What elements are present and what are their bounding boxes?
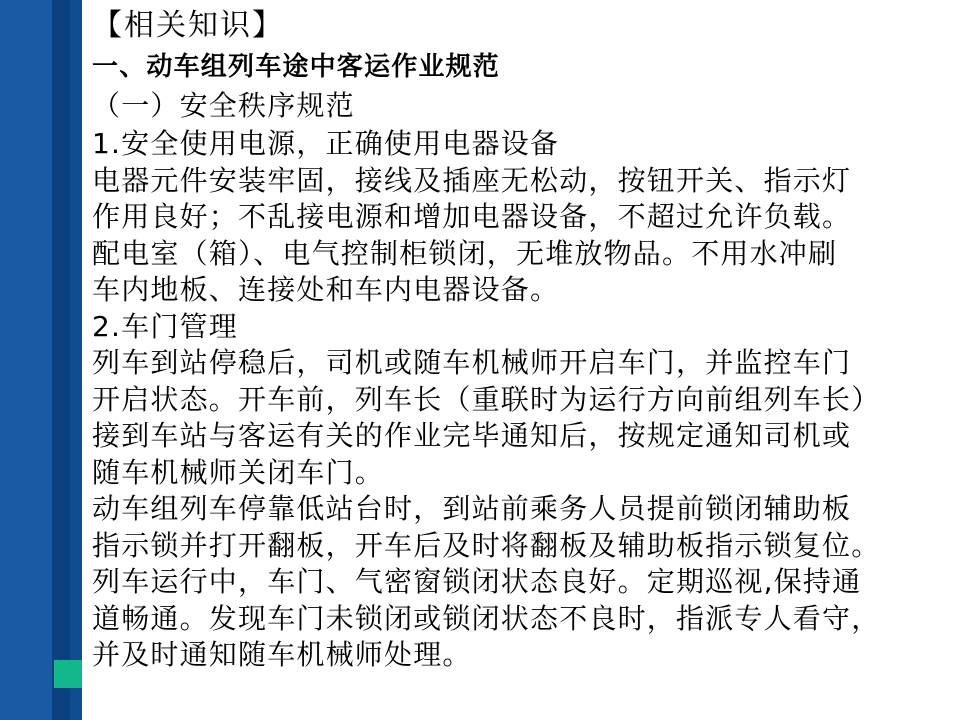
body-line: 开启状态。开车前，列车长（重联时为运行方向前组列车长） <box>92 382 881 416</box>
accent-square <box>54 660 82 688</box>
subsection-heading: （一）安全秩序规范 <box>92 89 355 122</box>
body-line: 列车运行中，车门、气密窗锁闭状态良好。定期巡视,保持通 <box>92 565 862 598</box>
slide-title: 【相关知识】 <box>92 8 284 43</box>
body-line: 随车机械师关闭车门。 <box>92 455 385 489</box>
body-line: 动车组列车停靠低站台时，到站前乘务人员提前锁闭辅助板 <box>92 492 852 525</box>
item-heading-door: 2.车门管理 <box>92 309 238 343</box>
slide-content <box>92 4 952 674</box>
body-line: 配电室（箱）、电气控制柜锁闭，无堆放物品。不用水冲刷 <box>92 236 838 270</box>
body-line: 列车到站停稳后，司机或随车机械师开启车门，并监控车门 <box>92 346 852 379</box>
body-line: 指示锁并打开翻板，开车后及时将翻板及辅助板指示锁复位。 <box>92 528 881 562</box>
body-line: 车内地板、连接处和车内电器设备。 <box>92 273 560 306</box>
body-line: 电器元件安装牢固，接线及插座无松动，按钮开关、指示灯 <box>92 163 852 197</box>
item-heading-power: 1.安全使用电源，正确使用电器设备 <box>92 127 560 160</box>
body-line: 接到车站与客运有关的作业完毕通知后，按规定通知司机或 <box>92 419 852 452</box>
body-line: 道畅通。发现车门未锁闭或锁闭状态不良时，指派专人看守， <box>92 601 881 635</box>
left-decorative-bar <box>0 0 82 720</box>
left-bar-stripe <box>70 0 82 720</box>
section-heading: 一、动车组列车途中客运作业规范 <box>92 52 501 82</box>
body-line: 并及时通知随车机械师处理。 <box>92 638 472 671</box>
body-line: 作用良好；不乱接电源和增加电器设备，不超过允许负载。 <box>92 200 852 233</box>
